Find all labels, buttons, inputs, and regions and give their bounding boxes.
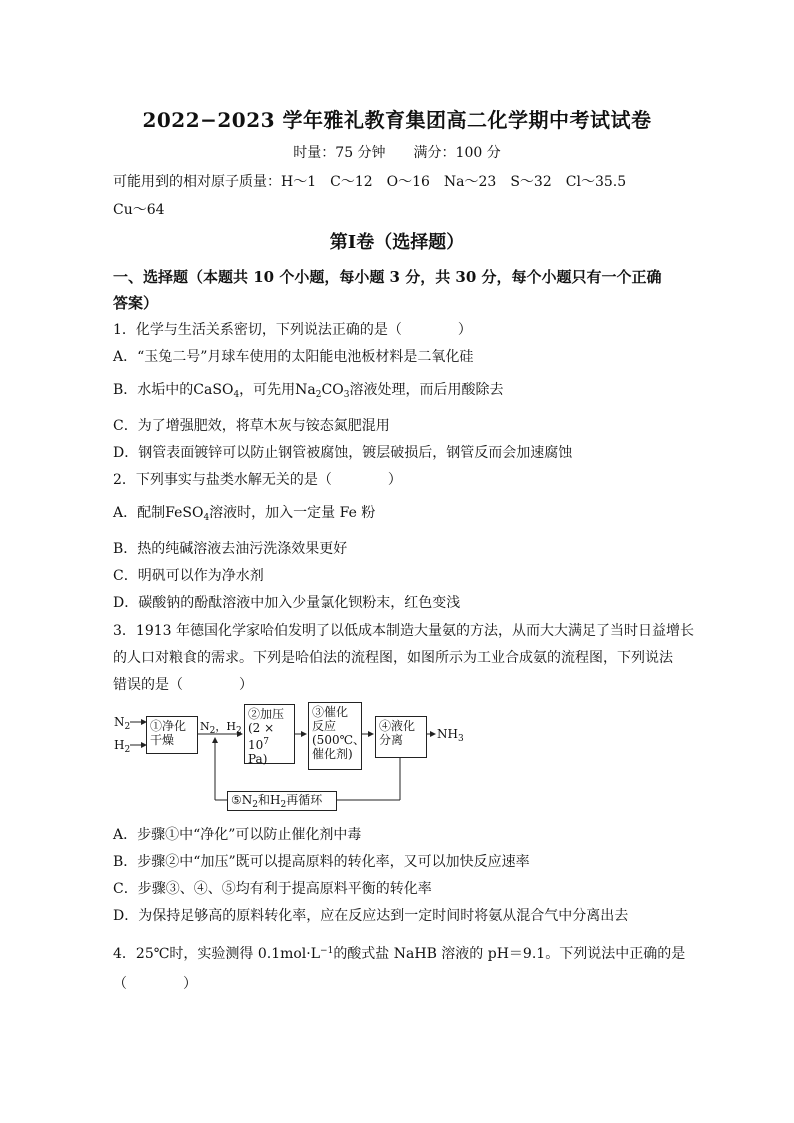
section-instruction-line-2: 答案） [113,294,159,312]
q3-option-b: B．步骤②中“加压”既可以提高原料的转化率，又可以加快反应速率 [113,854,530,870]
time-and-score: 时量：75 分钟 满分：100 分 [293,145,501,161]
step3-catalytic-reaction-box: ③催化 反应 (500℃、 催化剂) [308,702,362,770]
q3-option-c: C．步骤③、④、⑤均有利于提高原料平衡的转化率 [113,881,432,897]
exam-title: 2022−2023 学年雅礼教育集团高二化学期中考试试卷 [142,108,652,132]
atomic-masses-line-2: Cu～64 [113,202,165,218]
q1-stem: 1．化学与生活关系密切，下列说法正确的是（ ） [113,322,472,338]
q2-stem: 2．下列事实与盐类水解无关的是（ ） [113,472,402,488]
q2-option-c: C．明矾可以作为净水剂 [113,568,264,584]
atomic-masses-line-1: 可能用到的相对原子质量：H～1 C～12 O～16 Na～23 S～32 Cl～35.5 [113,174,627,190]
q1-option-c: C．为了增强肥效，将草木灰与铵态氮肥混用 [113,418,390,434]
q3-stem-line-2: 的人口对粮食的需求。下列是哈伯法的流程图，如图所示为工业合成氨的流程图，下列说法 [113,650,673,666]
q1-option-d: D．钢管表面镀锌可以防止钢管被腐蚀，镀层破损后，钢管反而会加速腐蚀 [113,445,573,461]
q4-stem-line-1: 4．25℃时，实验测得 $0.1mol\cdot L^{-1}$的酸式盐 NaHB 溶液的 pH＝9.1。下列说法中正确的是 [113,946,686,962]
step1-purify-dry-box: ①净化 干燥 [146,716,198,754]
q3-stem-line-1: 3．1913 年德国化学家哈伯发明了以低成本制造大量氨的方法，从而大大满足了当时日益增长 [113,623,694,639]
input-h2-label: $H_2$ [114,738,131,755]
section-instruction-line-1: 一、选择题（本题共 10 个小题，每小题 3 分，共 30 分，每个小题只有一个正确 [113,268,662,286]
q4-stem-line-2: （ ） [113,976,197,992]
q1-option-b: B．水垢中的CaSO$_4$，可先用$Na_2CO_3$溶液处理，而后用酸除去 [113,382,504,400]
step2-pressurize-box: ②加压 ($2 \times 10^7$ Pa) [244,704,295,764]
haber-process-flow-diagram [110,702,470,814]
q2-option-d: D．碳酸钠的酚酞溶液中加入少量氯化钡粉末，红色变浅 [113,595,461,611]
q3-option-d: D．为保持足够高的原料转化率，应在反应达到一定时间时将氨从混合气中分离出去 [113,908,629,924]
q2-option-a: A．配制FeSO$_4$溶液时，加入一定量 Fe 粉 [113,505,376,523]
product-nh3-label: $NH_3$ [437,727,464,744]
q3-option-a: A．步骤①中“净化”可以防止催化剂中毒 [113,827,362,843]
q3-stem-line-3: 错误的是（ ） [113,677,253,693]
q2-option-b: B．热的纯碱溶液去油污洗涤效果更好 [113,541,348,557]
step4-liquefy-separate-box: ④液化 分离 [375,716,427,758]
mixed-gas-label: $N_2$，$H_2$ [200,720,242,736]
section-title: 第Ⅰ卷（选择题） [329,232,465,253]
step5-recycle-box: $⑤N_2$和$H_2$再循环 [227,791,337,811]
input-n2-label: $N_2$ [114,715,131,732]
q1-option-a: A．“玉兔二号”月球车使用的太阳能电池板材料是二氧化硅 [113,349,474,365]
